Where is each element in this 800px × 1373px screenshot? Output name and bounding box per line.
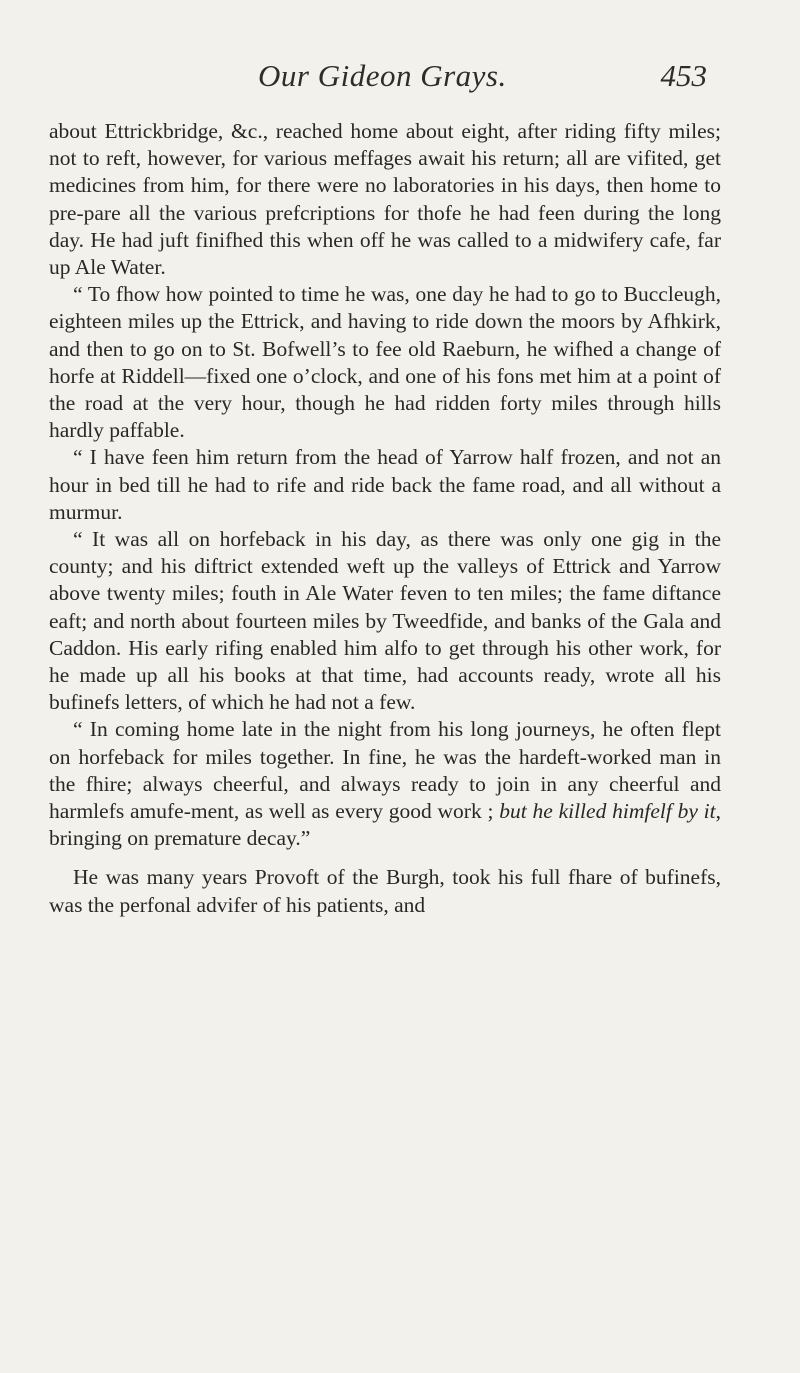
paragraph [49,118,721,281]
paragraph-text: “ I have feen him return from the head of Yarrow half frozen, and not an hour in bed till he had to rife and ride back the fame road, and all without a murmur. [49,445,721,524]
paragraph [49,526,721,716]
paragraph [49,716,721,852]
paragraph-text: He was many years Provoft of the Burgh, took his full fhare of bufinefs, was the perfonal advifer of his patients, and [49,865,721,917]
paragraph-text: , bringing on premature decay.” [49,799,721,851]
paragraph-text: about Ettrickbridge, &c., reached home about eight, after riding fifty miles; not to reft, however, for various meffages await his return; all are vifited, get medicines from him, for there were no laboratories in his days, then home to pre-pare all the various prefcriptions for thofe he had feen during the long day. He had juft finifhed this when off he was called to a midwifery cafe, far up Ale Water. [49,119,721,280]
paragraph-text: “ It was all on horfeback in his day, as there was only one gig in the county; and his diftrict extended weft up the valleys of Ettrick and Yarrow above twenty miles; fouth in Ale Water feven to ten miles; the fame diftance eaft; and north about fourteen miles by Tweedfide, and banks of the Gala and Caddon. His early rifing enabled him alfo to get through his other work, for he made up all his books at that time, had accounts ready, wrote all his bufinefs letters, of which he had not a few. [49,527,721,715]
paragraph-text: “ In coming home late in the night from his long journeys, he often flept on horfeback for miles together. In fine, he was the hardeft-worked man in the fhire; always cheerful, and always ready to join in any cheerful and harmlefs amufe-ment, as well as every good work ; [49,717,721,824]
body-text [49,118,721,919]
paragraph [49,444,721,526]
italic-emphasis: but he killed himfelf by it [499,799,716,824]
page-number: 453 [660,58,707,93]
paragraph-text: “ To fhow how pointed to time he was, one day he had to go to Buccleugh, eighteen miles up the Ettrick, and having to ride down the moors by Afhkirk, and then to go on to St. Bofwell’s to fee old Raeburn, he wifhed a change of horfe at Riddell—fixed one o’clock, and one of his fons met him at a point of the road at the very hour, though he had ridden forty miles through hills hardly paffable. [49,282,721,443]
paragraph [49,864,721,918]
running-title: Our Gideon Grays. [258,58,507,93]
running-head [0,58,800,98]
paragraph [49,281,721,444]
